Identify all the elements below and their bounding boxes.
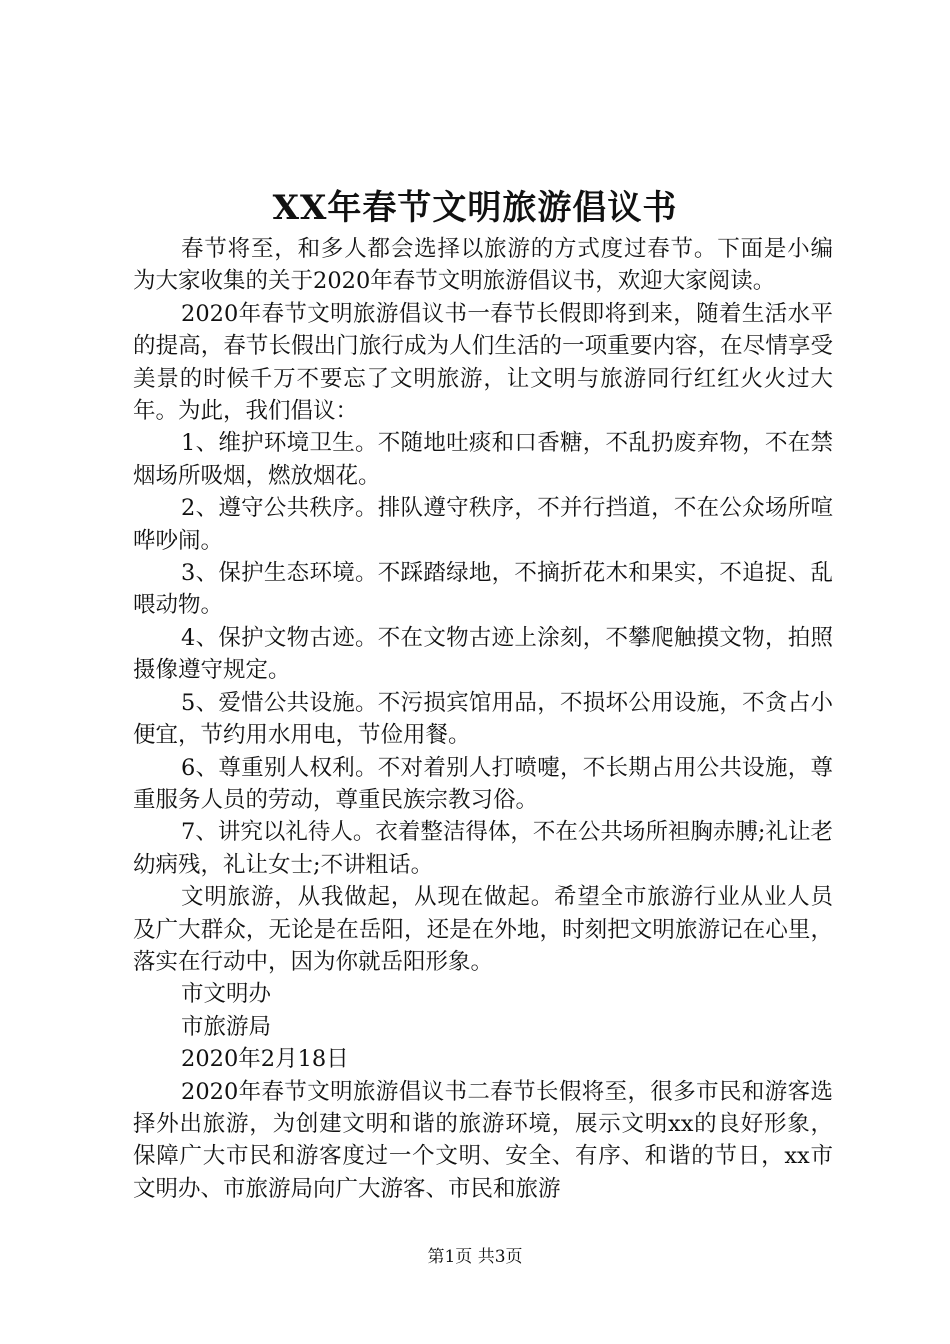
page-number-footer: 第1页 共3页 [427,1247,523,1267]
signature-tourism-bureau: 市旅游局 [181,1013,272,1040]
proposal-two-paragraph: 2020年春节文明旅游倡议书二春节长假将至，很多市民和游客选择外出旅游，为创建文明和谐的旅游环境，展示文明xx的良好形象，保障广大市民和游客度过一个文明、安全、有序、和谐的节日，xx市文明办、市旅游局向广大游客、市民和旅游 [133,1078,833,1202]
signature-date: 2020年2月18日 [181,1046,349,1073]
closing-paragraph: 文明旅游，从我做起，从现在做起。希望全市旅游行业从业人员及广大群众，无论是在岳阳，还是在外地，时刻把文明旅游记在心里，落实在行动中，因为你就岳阳形象。 [133,884,833,975]
intro-paragraph: 春节将至，和多人都会选择以旅游的方式度过春节。下面是小编为大家收集的关于2020年春节文明旅游倡议书，欢迎大家阅读。 [133,236,833,295]
item-7-paragraph: 7、讲究以礼待人。衣着整洁得体，不在公共场所袒胸赤膊;礼让老幼病残，礼让女士;不讲粗话。 [133,819,833,878]
document-body [133,233,833,1205]
item-1-paragraph: 1、维护环境卫生。不随地吐痰和口香糖，不乱扔废弃物，不在禁烟场所吸烟，燃放烟花。 [133,430,833,489]
item-2-paragraph: 2、遵守公共秩序。排队遵守秩序，不并行挡道，不在公众场所喧哗吵闹。 [133,495,833,554]
item-4-paragraph: 4、保护文物古迹。不在文物古迹上涂刻，不攀爬触摸文物，拍照摄像遵守规定。 [133,624,833,684]
proposal-one-paragraph: 2020年春节文明旅游倡议书一春节长假即将到来，随着生活水平的提高，春节长假出门旅行成为人们生活的一项重要内容，在尽情享受美景的时候千万不要忘了文明旅游，让文明与旅游同行红红火火过大年。为此，我们倡议： [133,300,833,425]
item-3-paragraph: 3、保护生态环境。不踩踏绿地，不摘折花木和果实，不追捉、乱喂动物。 [133,560,833,619]
document-title: XX年春节文明旅游倡议书 [272,188,678,228]
signature-civilization-office: 市文明办 [181,981,272,1008]
item-5-paragraph: 5、爱惜公共设施。不污损宾馆用品，不损坏公用设施，不贪占小便宜，节约用水用电，节俭用餐。 [133,689,833,749]
item-6-paragraph: 6、尊重别人权利。不对着别人打喷嚏，不长期占用公共设施，尊重服务人员的劳动，尊重民族宗教习俗。 [133,754,833,813]
